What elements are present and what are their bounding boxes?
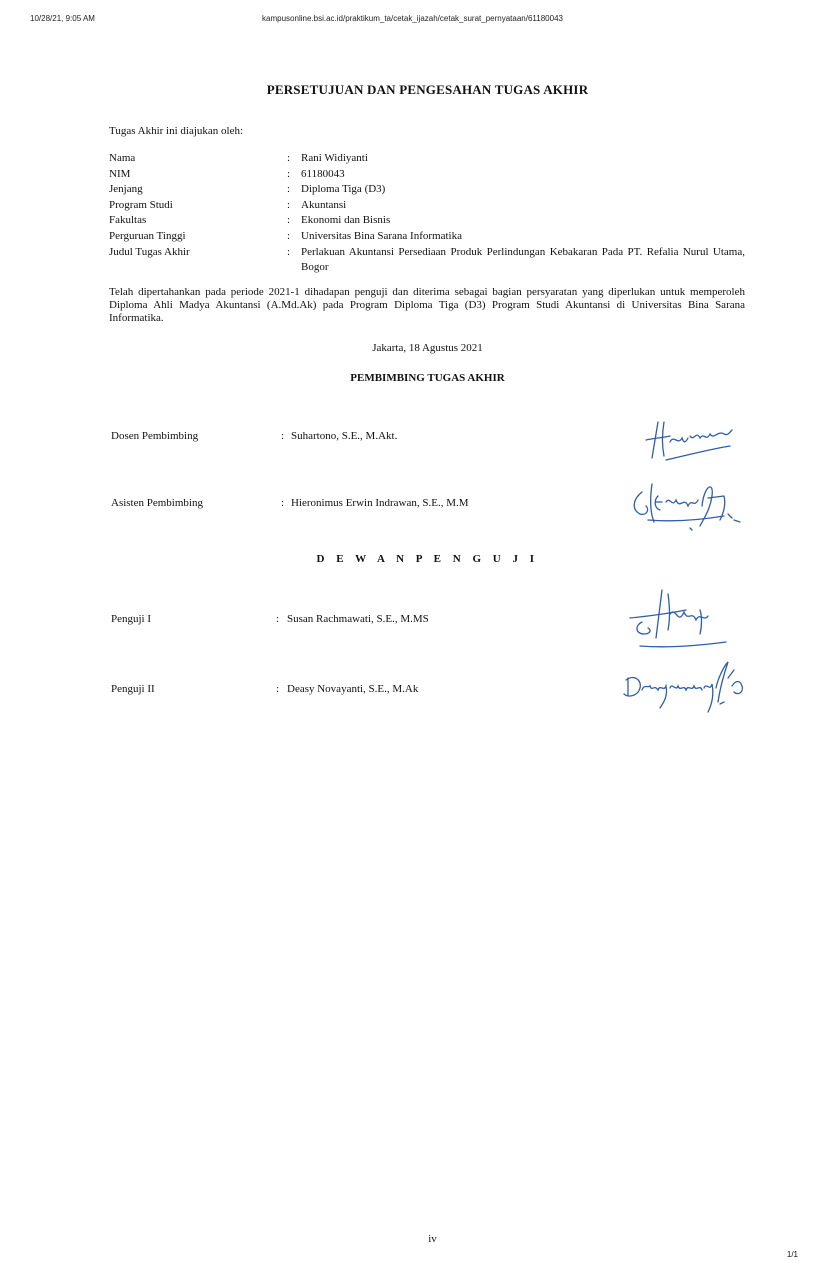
info-colon: : — [287, 229, 291, 242]
place-date: Jakarta, 18 Agustus 2021 — [372, 342, 483, 354]
signature-susan — [626, 586, 730, 652]
info-value: Ekonomi dan Bisnis — [301, 214, 391, 227]
info-value: 61180043 — [301, 167, 345, 180]
examiner-role: Penguji II — [111, 683, 155, 695]
info-colon: : — [287, 152, 291, 164]
info-row-thesis-title — [109, 245, 745, 276]
info-label: Judul Tugas Akhir — [109, 245, 190, 258]
examiner-colon: : — [276, 613, 280, 625]
info-row-name — [109, 151, 745, 167]
signature-erwin — [628, 476, 748, 536]
info-colon: : — [287, 183, 291, 196]
document-title: PERSETUJUAN DAN PENGESAHAN TUGAS AKHIR — [266, 82, 589, 97]
info-value: Universitas Bina Sarana Informatika — [301, 229, 462, 242]
supervisor-role: Dosen Pembimbing — [111, 430, 199, 442]
examiner-name: Deasy Novayanti, S.E., M.Ak — [287, 683, 419, 695]
examiner-name: Susan Rachmawati, S.E., M.MS — [287, 613, 429, 625]
print-url: kampusonline.bsi.ac.id/praktikum_ta/cetak_ijazah/cetak_surat_pernyataan/61180043 — [262, 14, 563, 23]
info-colon: : — [287, 245, 291, 258]
signature-suhartono — [640, 412, 740, 464]
info-label: Jenjang — [109, 183, 143, 196]
info-colon: : — [287, 167, 291, 180]
info-row-university — [109, 229, 745, 245]
info-row-level — [109, 182, 745, 198]
info-value: Akuntansi — [301, 198, 347, 211]
supervisor-name: Suhartono, S.E., M.Akt. — [291, 430, 398, 442]
info-label: NIM — [109, 167, 131, 180]
info-label: Program Studi — [109, 198, 173, 211]
signature-deasy — [620, 658, 766, 720]
supervisor-colon: : — [281, 430, 285, 442]
supervisor-heading: PEMBIMBING TUGAS AKHIR — [350, 372, 505, 384]
page-number: iv — [428, 1233, 437, 1245]
examiner-colon: : — [276, 683, 280, 695]
info-value: Rani Widiyanti — [301, 152, 368, 164]
info-colon: : — [287, 214, 291, 227]
supervisor-role: Asisten Pembimbing — [111, 497, 203, 509]
info-row-program — [109, 198, 745, 214]
info-label: Perguruan Tinggi — [109, 229, 186, 242]
info-label: Nama — [109, 152, 136, 164]
info-label: Fakultas — [109, 214, 147, 227]
student-info-table — [109, 151, 745, 276]
info-colon: : — [287, 198, 291, 211]
examiner-role: Penguji I — [111, 613, 152, 625]
intro-text: Tugas Akhir ini diajukan oleh: — [109, 125, 244, 137]
print-page-count: 1/1 — [786, 1250, 798, 1259]
info-value: Perlakuan Akuntansi Persediaan Produk Perlindungan Kebakaran Pada PT. Refalia Nurul Utama, Bogor — [301, 245, 745, 274]
print-datetime: 10/28/21, 9:05 AM — [30, 14, 95, 23]
info-value: Diploma Tiga (D3) — [301, 183, 386, 196]
supervisor-colon: : — [281, 497, 285, 509]
examiner-heading: D E W A N P E N G U J I — [316, 553, 539, 565]
statement-paragraph: Telah dipertahankan pada periode 2021-1 dihadapan penguji dan diterima sebagai bagian persyaratan yang diperlukan untuk memperoleh Diploma Ahli Madya Akuntansi (A.Md.Ak) pada Program Diploma Tiga (D3) Program Studi Akuntansi di Universitas Bina Sarana Informatika. — [109, 286, 745, 324]
info-row-faculty — [109, 213, 745, 229]
supervisor-name: Hieronimus Erwin Indrawan, S.E., M.M — [291, 497, 469, 509]
info-row-nim — [109, 167, 745, 183]
